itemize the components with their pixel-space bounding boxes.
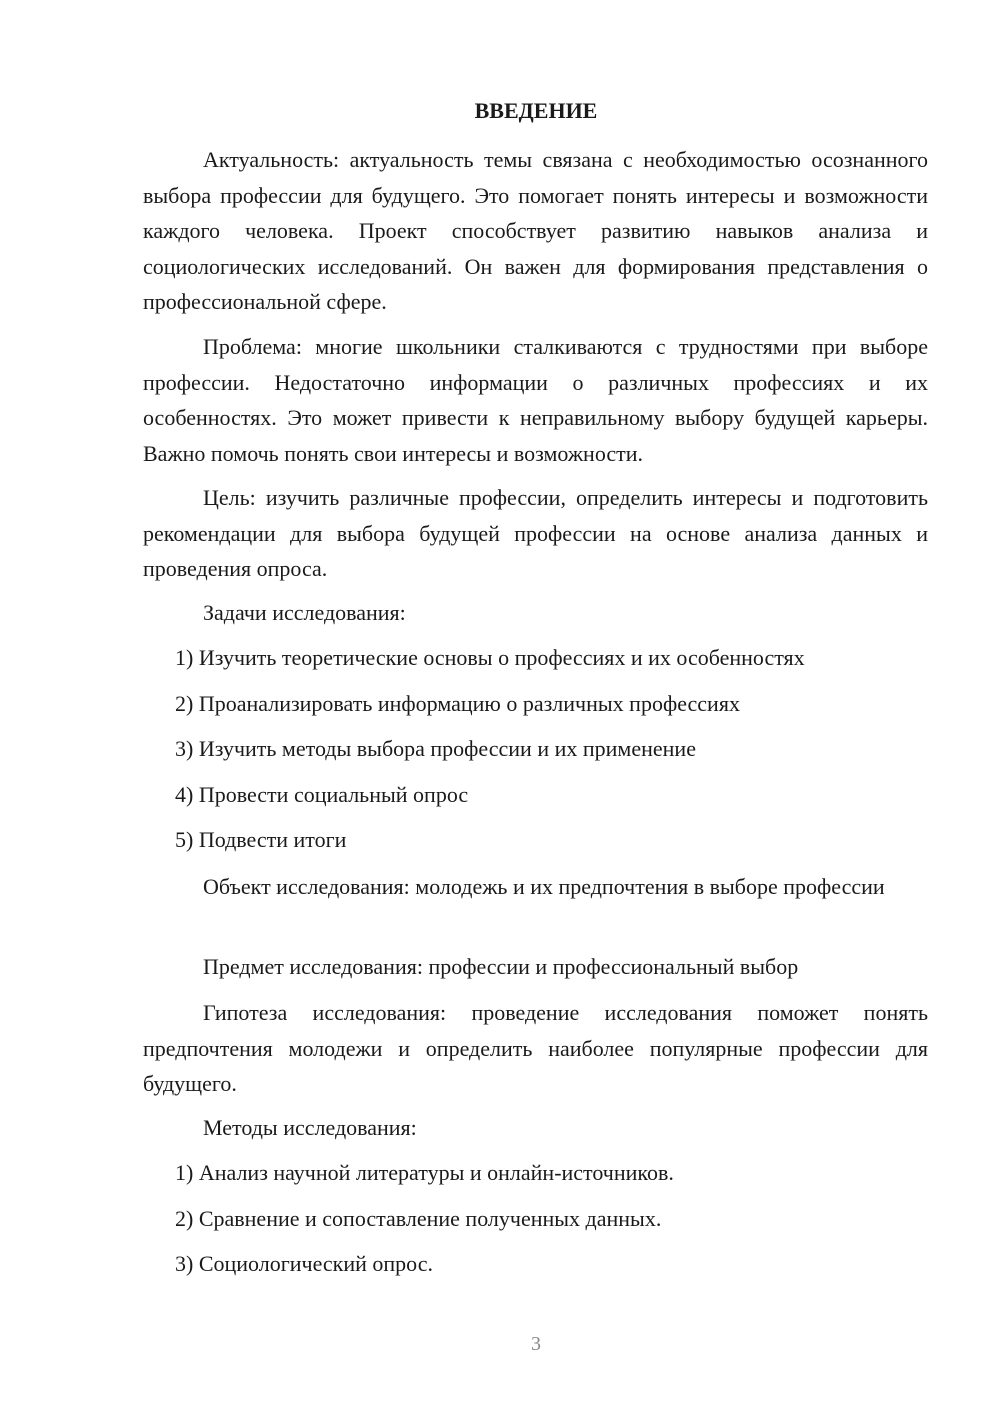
goal-paragraph: Цель: изучить различные профессии, определить интересы и подготовить рекомендации для выбора будущей профессии на основе анализа данных и проведения опроса. [143, 485, 928, 581]
task-item-3: 3) Изучить методы выбора профессии и их применение [175, 736, 696, 761]
problem-paragraph: Проблема: многие школьники сталкиваются с трудностями при выборе профессии. Недостаточно информации о различных профессиях и их особенностях. Это может привести к неправильному выбору будущей карьеры. Важно помочь понять свои интересы и возможности. [143, 334, 928, 466]
task-item-2: 2) Проанализировать информацию о различных профессиях [175, 691, 740, 716]
page-number: 3 [531, 1333, 541, 1355]
methods-heading: Методы исследования: [203, 1115, 417, 1140]
method-item-3: 3) Социологический опрос. [175, 1251, 433, 1276]
relevance-paragraph: Актуальность: актуальность темы связана с необходимостью осознанного выбора профессии для будущего. Это помогает понять интересы и возможности каждого человека. Проект способствует развитию навыков анализа и социологических исследований. Он важен для формирования представления о профессиональной сфере. [143, 147, 928, 314]
tasks-heading: Задачи исследования: [203, 600, 406, 625]
method-item-2: 2) Сравнение и сопоставление полученных данных. [175, 1206, 662, 1231]
task-item-1: 1) Изучить теоретические основы о профессиях и их особенностях [175, 645, 805, 670]
task-item-5: 5) Подвести итоги [175, 827, 347, 852]
task-item-4: 4) Провести социальный опрос [175, 782, 469, 807]
object-paragraph: Объект исследования: молодежь и их предпочтения в выборе профессии [203, 874, 885, 899]
method-item-1: 1) Анализ научной литературы и онлайн-источников. [175, 1160, 674, 1185]
hypothesis-paragraph: Гипотеза исследования: проведение исследования поможет понять предпочтения молодежи и определить наиболее популярные профессии для будущего. [143, 1000, 928, 1096]
subject-paragraph: Предмет исследования: профессии и профессиональный выбор [203, 954, 799, 979]
page-title: ВВЕДЕНИЕ [474, 98, 598, 123]
